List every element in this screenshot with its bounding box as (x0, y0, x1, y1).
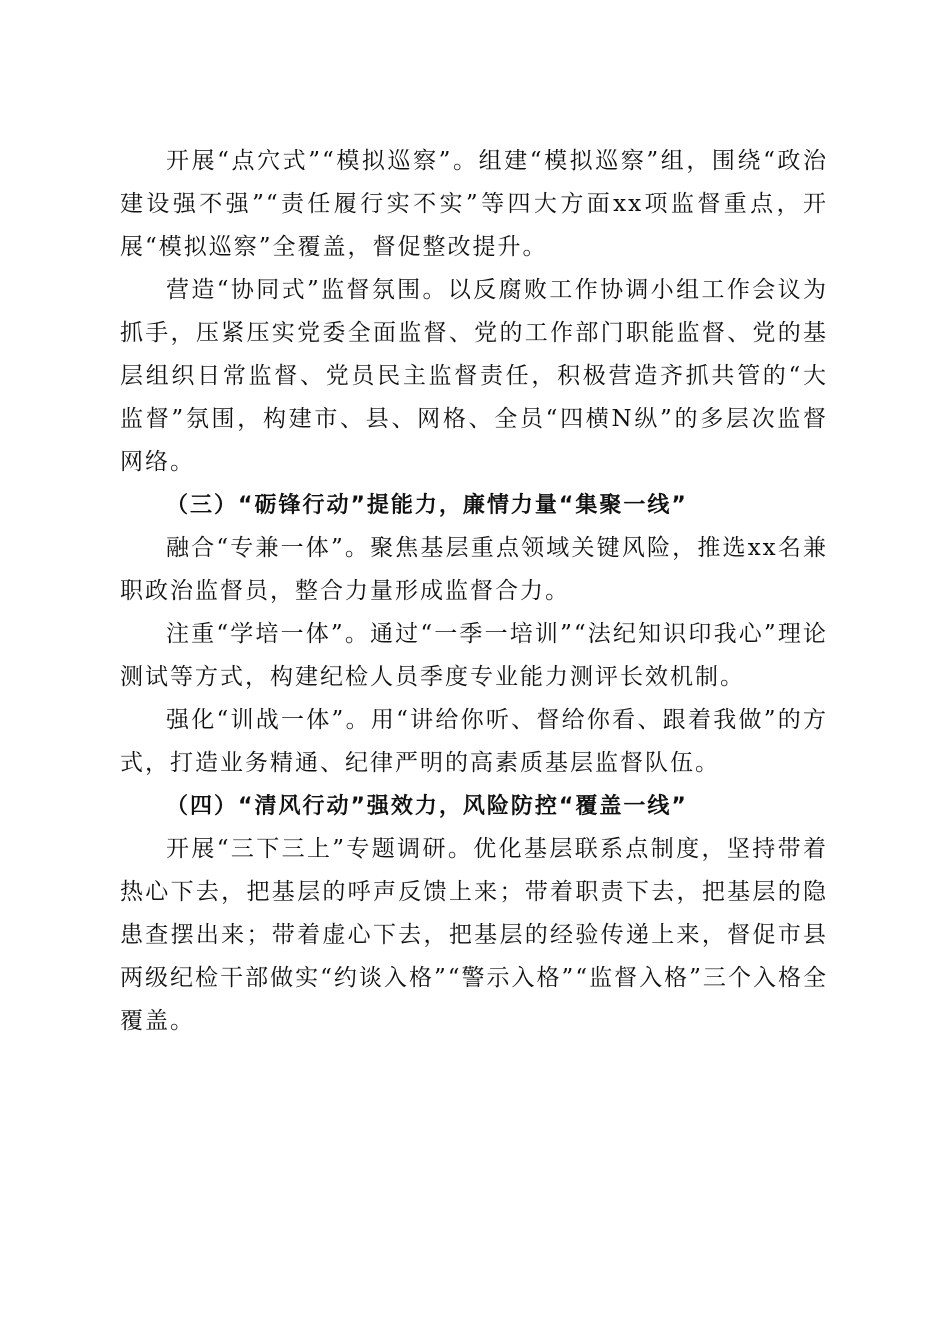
paragraph-mock-inspection: 开展“点穴式”“模拟巡察”。组建“模拟巡察”组，围绕“政治建设强不强”“责任履行实不实”等四大方面xx项监督重点，开展“模拟巡察”全覆盖，督促整改提升。 (120, 148, 828, 260)
paragraph-practice: 强化“训战一体”。用“讲给你听、督给你看、跟着我做”的方式，打造业务精通、纪律严明的高素质基层监督队伍。 (120, 707, 828, 776)
section-heading-3: （三）“砺锋行动”提能力，廉情力量“集聚一线” (166, 493, 688, 518)
document-body (120, 140, 828, 1043)
paragraph-training: 注重“学培一体”。通过“一季一培训”“法纪知识印我心”理论测试等方式，构建纪检人员季度专业能力测评长效机制。 (120, 621, 828, 690)
paragraph-research: 开展“三下三上”专题调研。优化基层联系点制度，坚持带着热心下去，把基层的呼声反馈上来；带着职责下去，把基层的隐患查摆出来；带着虚心下去，把基层的经验传递上来，督促市县两级纪检干部做实“约谈入格”“警示入格”“监督入格”三个入格全覆盖。 (120, 836, 828, 1034)
paragraph-collaborative-supervision: 营造“协同式”监督氛围。以反腐败工作协调小组工作会议为抓手，压紧压实党委全面监督、党的工作部门职能监督、党的基层组织日常监督、党员民主监督责任，积极营造齐抓共管的“大监督”氛围，构建市、县、网格、全员“四横N纵”的多层次监督网络。 (120, 277, 828, 475)
section-heading-4: （四）“清风行动”强效力，风险防控“覆盖一线” (166, 794, 688, 819)
paragraph-integration: 融合“专兼一体”。聚焦基层重点领域关键风险，推选xx名兼职政治监督员，整合力量形成监督合力。 (120, 535, 828, 604)
